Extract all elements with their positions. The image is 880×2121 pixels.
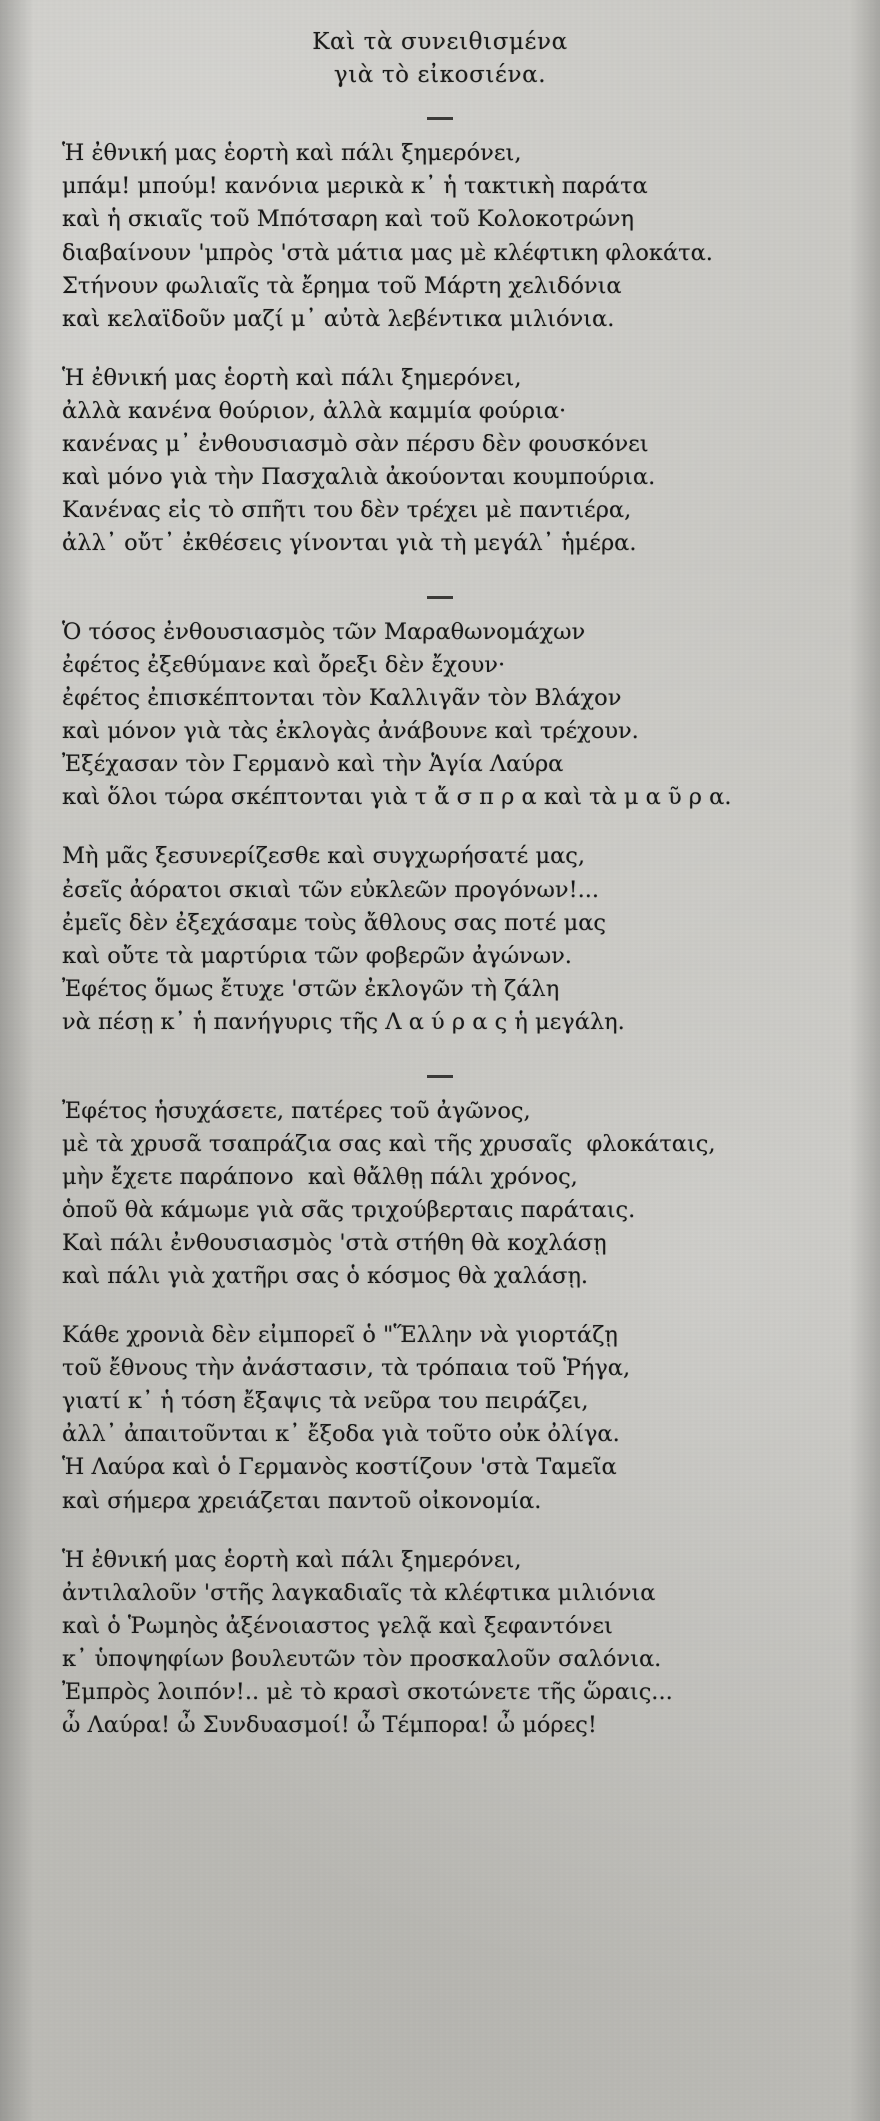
verse-line: ἐφέτος ἐπισκέπτονται τὸν Καλλιγᾶν τὸν Βλάχον bbox=[62, 685, 622, 712]
verse-line: καὶ οὔτε τὰ μαρτύρια τῶν φοβερῶν ἀγώνων. bbox=[62, 942, 572, 969]
verse-line: ἐμεῖς δὲν ἐξεχάσαμε τοὺς ἄθλους σας ποτέ μας bbox=[62, 909, 607, 936]
verse-line: Ἡ ἐθνική μας ἑορτὴ καὶ πάλι ξημερόνει, bbox=[62, 364, 522, 391]
verse-line: διαβαίνουν 'μπρὸς 'στὰ μάτια μας μὲ κλέφτικη φλοκάτα. bbox=[62, 239, 713, 266]
verse-line: Ἐξέχασαν τὸν Γερμανὸ καὶ τὴν Ἁγία Λαύρα bbox=[62, 751, 564, 778]
verse-line: μὲ τὰ χρυσᾶ τσαπράζια σας καὶ τῆς χρυσαῖς φλοκάταις, bbox=[62, 1130, 716, 1157]
stanza-6 bbox=[44, 1319, 836, 1517]
verse-line: Κάθε χρονιὰ δὲν εἰμπορεῖ ὁ "Ἕλλην νὰ γιορτάζῃ bbox=[62, 1322, 618, 1349]
verse-line: Καὶ πάλι ἐνθουσιασμὸς 'στὰ στήθη θὰ κοχλάσῃ bbox=[62, 1230, 607, 1257]
verse-line: καὶ κελαϊδοῦν μαζί μ᾿ αὐτὰ λεβέντικα μιλιόνια. bbox=[62, 305, 615, 332]
page-edge-shadow-right bbox=[850, 0, 880, 2121]
verse-line: νὰ πέσῃ κ᾿ ἡ πανήγυρις τῆς Λ α ύ ρ α ς ἡ μεγάλη. bbox=[62, 1008, 625, 1035]
verse-line: ἐσεῖς ἀόρατοι σκιαὶ τῶν εὐκλεῶν προγόνων!... bbox=[62, 876, 600, 903]
verse-line: Ὁ τόσος ἐνθουσιασμὸς τῶν Μαραθωνομάχων bbox=[62, 619, 586, 646]
verse-line: ὁποῦ θὰ κάμωμε γιὰ σᾶς τριχούβερταις παράταις. bbox=[62, 1197, 636, 1223]
verse-line: ἀλλ᾿ οὔτ᾿ ἐκθέσεις γίνονται γιὰ τὴ μεγάλ᾿ ἡμέρα. bbox=[62, 530, 637, 556]
verse-line: ἀλλὰ κανένα θούριον, ἀλλὰ καμμία φούρια· bbox=[62, 397, 567, 424]
verse-line: Στήνουν φωλιαῖς τὰ ἔρημα τοῦ Μάρτη χελιδόνια bbox=[62, 272, 622, 299]
verse-line: καὶ σήμερα χρειάζεται παντοῦ οἰκονομία. bbox=[62, 1487, 542, 1514]
separator-3 bbox=[44, 1065, 836, 1081]
title-line-1: Καὶ τὰ συνειθισμένα bbox=[312, 29, 568, 55]
separator-1 bbox=[44, 107, 836, 123]
title-line-2: γιὰ τὸ εἰκοσιένα. bbox=[333, 61, 547, 88]
verse-line: τοῦ ἔθνους τὴν ἀνάστασιν, τὰ τρόπαια τοῦ Ῥήγα, bbox=[62, 1355, 631, 1382]
verse-line: καὶ μόνον γιὰ τὰς ἐκλογὰς ἀνάβουνε καὶ τρέχουν. bbox=[62, 718, 639, 745]
stanza-5 bbox=[44, 1095, 836, 1293]
verse-line: μπάμ! μπούμ! κανόνια μερικὰ κ᾿ ἡ τακτικὴ παράτα bbox=[62, 173, 648, 200]
stanza-4 bbox=[44, 840, 836, 1038]
stanza-7 bbox=[44, 1544, 836, 1742]
verse-line: Ἡ ἐθνική μας ἑορτὴ καὶ πάλι ξημερόνει, bbox=[62, 140, 522, 167]
verse-line: ἀντιλαλοῦν 'στῆς λαγκαδιαῖς τὰ κλέφτικα μιλιόνια bbox=[62, 1579, 656, 1606]
verse-line: γιατί κ᾿ ἡ τόση ἔξαψις τὰ νεῦρα του πειράζει, bbox=[62, 1388, 589, 1415]
verse-line: μὴν ἔχετε παράπονο καὶ θἄλθῃ πάλι χρόνος, bbox=[62, 1163, 578, 1190]
verse-line: κ᾿ ὑποψηφίων βουλευτῶν τὸν προσκαλοῦν σαλόνια. bbox=[62, 1645, 662, 1672]
verse-line: Ἐμπρὸς λοιπόν!.. μὲ τὸ κρασὶ σκοτώνετε τῆς ὥραις... bbox=[62, 1678, 673, 1705]
verse-line: Κανένας εἰς τὸ σπῆτι του δὲν τρέχει μὲ παντιέρα, bbox=[62, 496, 632, 523]
stanza-3 bbox=[44, 616, 836, 814]
verse-line: Ἡ ἐθνική μας ἑορτὴ καὶ πάλι ξημερόνει, bbox=[62, 1546, 522, 1573]
stanza-2 bbox=[44, 362, 836, 560]
verse-line: Ἐφέτος ὅμως ἔτυχε 'στῶν ἐκλογῶν τὴ ζάλη bbox=[62, 975, 560, 1002]
verse-line: Ἡ Λαύρα καὶ ὁ Γερμανὸς κοστίζουν 'στὰ Ταμεῖα bbox=[62, 1454, 617, 1481]
verse-line: Μὴ μᾶς ξεσυνερίζεσθε καὶ συγχωρήσατέ μας, bbox=[62, 843, 586, 870]
verse-line: καὶ πάλι γιὰ χατῆρι σας ὁ κόσμος θὰ χαλάσῃ. bbox=[62, 1263, 589, 1290]
verse-line: καὶ ἡ σκιαῖς τοῦ Μπότσαρη καὶ τοῦ Κολοκοτρώνη bbox=[62, 206, 634, 233]
page-edge-shadow-left bbox=[0, 0, 34, 2121]
poem-title bbox=[44, 26, 836, 91]
verse-line: Ἐφέτος ἡσυχάσετε, πατέρες τοῦ ἀγῶνος, bbox=[62, 1097, 531, 1124]
verse-line: ἀλλ᾿ ἀπαιτοῦνται κ᾿ ἔξοδα γιὰ τοῦτο οὐκ ὀλίγα. bbox=[62, 1421, 620, 1448]
stanza-1 bbox=[44, 137, 836, 335]
verse-line: ὦ Λαύρα! ὦ Συνδυασμοί! ὦ Τέμπορα! ὦ μόρες! bbox=[62, 1711, 597, 1738]
verse-line: καὶ ὅλοι τώρα σκέπτονται γιὰ τ ἄ σ π ρ α καὶ τὰ μ α ῦ ρ α. bbox=[62, 784, 732, 811]
separator-2 bbox=[44, 586, 836, 602]
verse-line: κανένας μ᾿ ἐνθουσιασμὸ σὰν πέρσυ δὲν φουσκόνει bbox=[62, 430, 649, 457]
verse-line: ἐφέτος ἐξεθύμανε καὶ ὄρεξι δὲν ἔχουν· bbox=[62, 652, 506, 679]
verse-line: καὶ ὁ Ῥωμηὸς ἀξένοιαστος γελᾷ καὶ ξεφαντόνει bbox=[62, 1612, 613, 1639]
verse-line: καὶ μόνο γιὰ τὴν Πασχαλιὰ ἀκούονται κουμπούρια. bbox=[62, 463, 656, 490]
